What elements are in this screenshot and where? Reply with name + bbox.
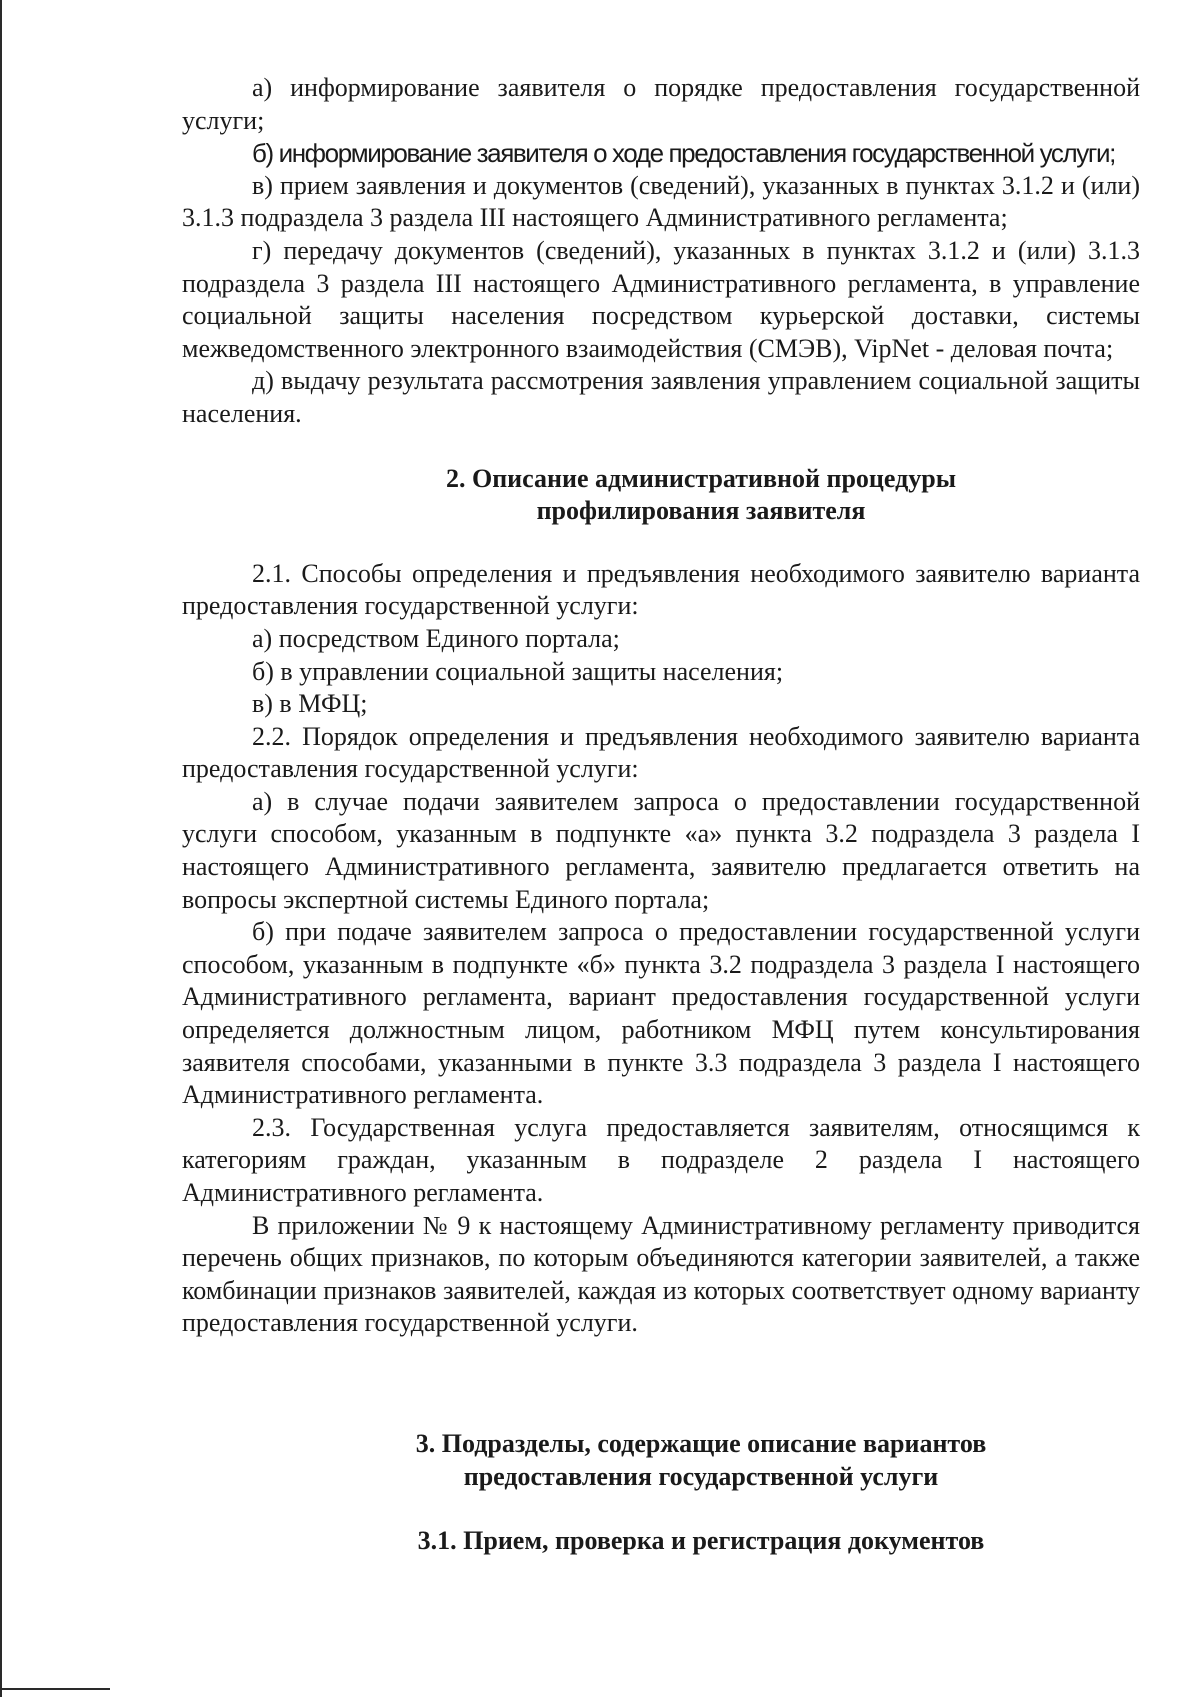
spacer	[182, 1340, 1140, 1428]
document-body	[182, 72, 1140, 1558]
paragraph-2-1-v: в) в МФЦ;	[252, 689, 368, 719]
section-2-heading	[262, 463, 1140, 528]
section-3-heading	[262, 1428, 1140, 1493]
paragraph-g-transfer: г) передачу документов (сведений), указанных в пунктах 3.1.2 и (или) 3.1.3 подраздела 3 раздела III настоящего Административного регламента, в управление социальной защиты населения посредством курьерской доставки, системы межведомственного электронного взаимодействия (СМЭВ), VipNet - деловая почта;	[182, 235, 1140, 363]
paragraph-d-issuance: д) выдачу результата рассмотрения заявления управлением социальной защиты населения.	[182, 366, 1140, 428]
section-3-heading-line1: 3. Подразделы, содержащие описание вариантов	[415, 1428, 987, 1458]
section-3-heading-line2: предоставления государственной услуги	[463, 1461, 939, 1491]
page-edge-bottom	[0, 1688, 110, 1690]
section-3-1-heading-block	[262, 1525, 1140, 1558]
page-edge-left	[0, 0, 2, 1697]
paragraph-a-informing: а) информирование заявителя о порядке предоставления государственной услуги;	[182, 73, 1140, 135]
paragraph-2-1: 2.1. Способы определения и предъявления необходимого заявителю варианта предоставления государственной услуги:	[182, 558, 1140, 621]
paragraph-b-informing-progress: б) информирование заявителя о ходе предоставления государственной услуги;	[252, 138, 1115, 169]
section-2-heading-line2: профилирования заявителя	[536, 496, 866, 526]
section-3-1-heading: 3.1. Прием, проверка и регистрация документов	[417, 1526, 985, 1556]
spacer	[182, 431, 1140, 463]
paragraph-2-2: 2.2. Порядок определения и предъявления необходимого заявителю варианта предоставления государственной услуги:	[182, 721, 1140, 784]
spacer	[182, 528, 1140, 558]
paragraph-2-2-b: б) при подаче заявителем запроса о предоставлении государственной услуги способом, указанным в подпункте «б» пункта 3.2 подраздела 3 раздела I настоящего Административного регламента, вариант предоставления государственной услуги определяется должностным лицом, работником МФЦ путем консультирования заявителя способами, указанными в пункте 3.3 подраздела 3 раздела I настоящего Административного регламента.	[182, 917, 1140, 1110]
section-2-heading-line1: 2. Описание административной процедуры	[445, 463, 957, 493]
paragraph-v-reception: в) прием заявления и документов (сведений), указанных в пунктах 3.1.2 и (или) 3.1.3 подраздела 3 раздела III настоящего Административного регламента;	[182, 170, 1140, 233]
paragraph-2-2-a: а) в случае подачи заявителем запроса о предоставлении государственной услуги способом, указанным в подпункте «а» пункта 3.2 подраздела 3 раздела I настоящего Административного регламента, заявителю предлагается ответить на вопросы экспертной системы Единого портала;	[182, 786, 1140, 914]
spacer	[182, 1493, 1140, 1525]
paragraph-2-3: 2.3. Государственная услуга предоставляется заявителям, относящимся к категориям граждан, указанным в подразделе 2 раздела I настоящего Административного регламента.	[182, 1112, 1140, 1207]
paragraph-2-1-b: б) в управлении социальной защиты населения;	[252, 656, 784, 686]
paragraph-appendix-9: В приложении № 9 к настоящему Административному регламенту приводится перечень общих признаков, по которым объединяются категории заявителей, а также комбинации признаков заявителей, каждая из которых соответствует одному варианту предоставления государственной услуги.	[182, 1210, 1140, 1338]
paragraph-2-1-a: а) посредством Единого портала;	[252, 623, 620, 653]
